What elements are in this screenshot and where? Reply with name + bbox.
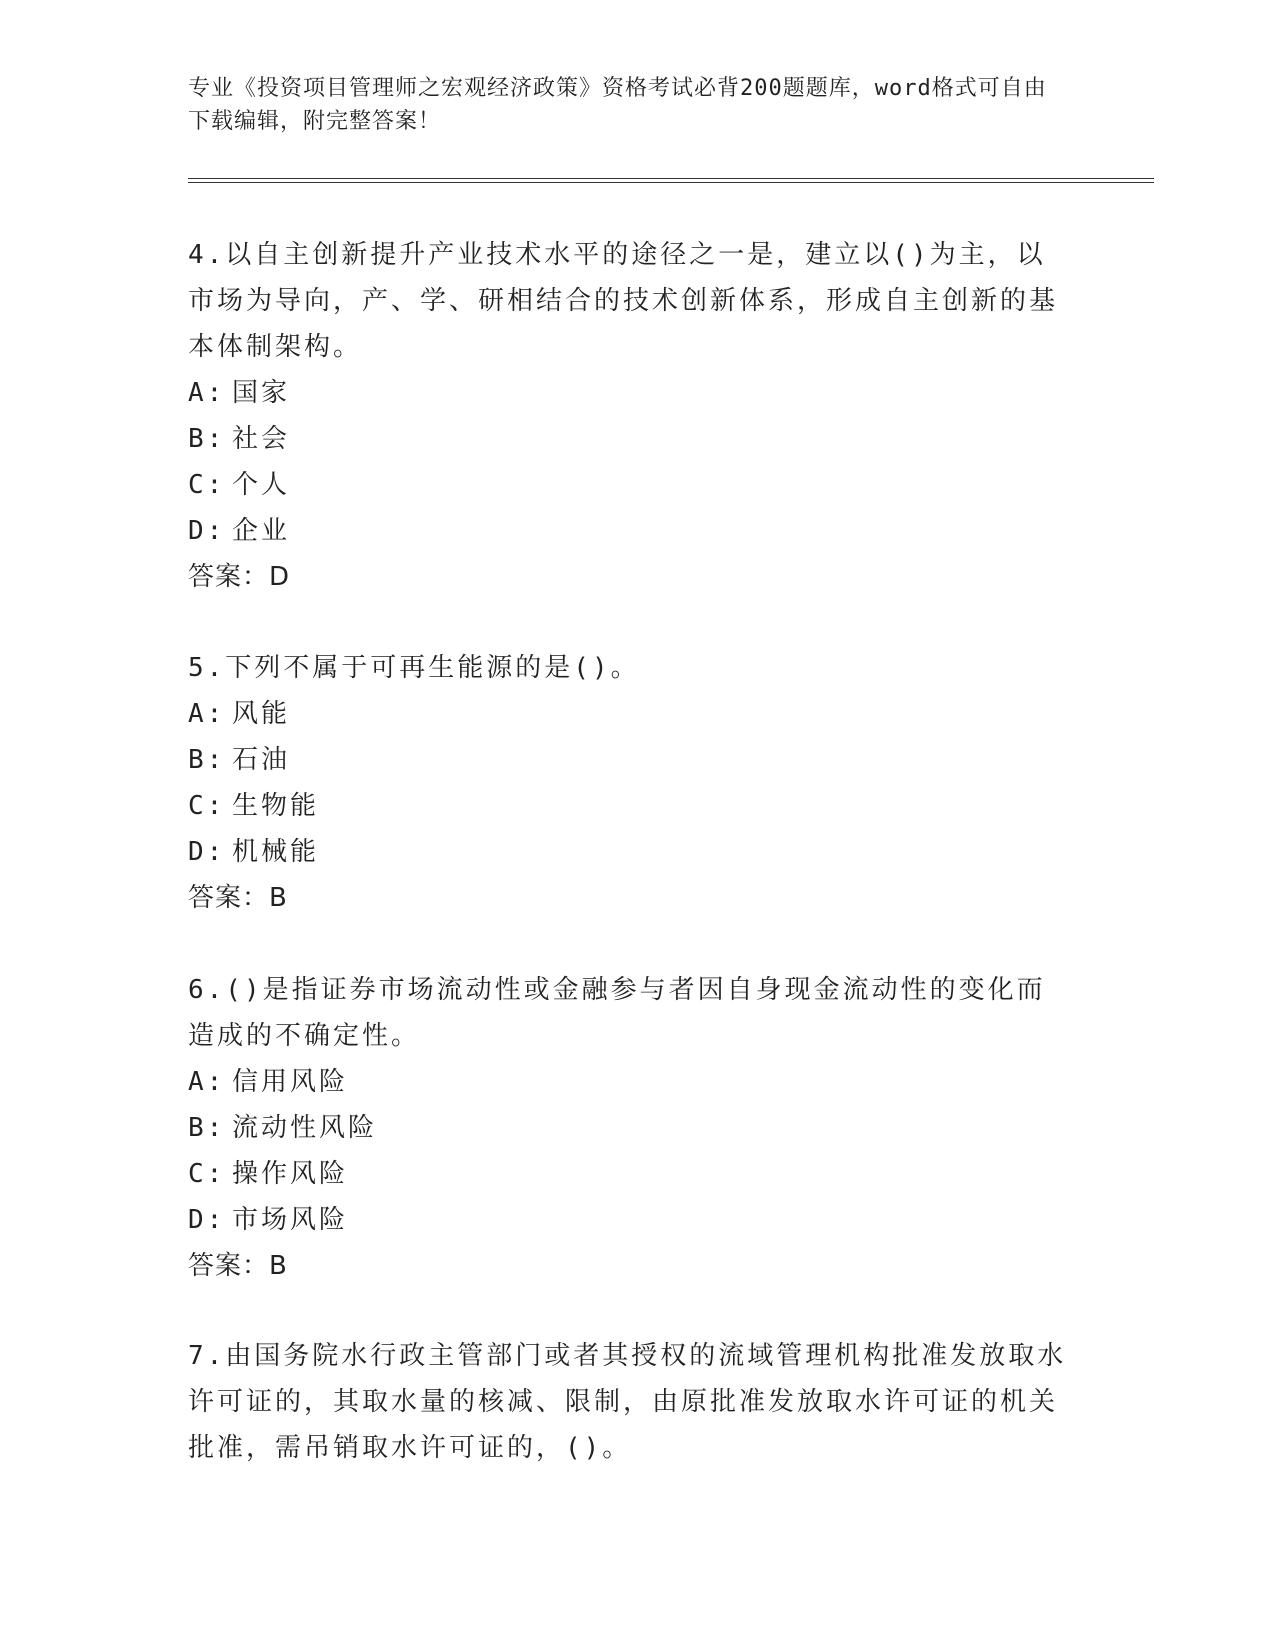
option-letter: A: bbox=[188, 1067, 226, 1097]
option-c bbox=[188, 462, 1068, 508]
header-double-rule bbox=[188, 178, 1154, 183]
option-letter: C: bbox=[188, 470, 226, 500]
option-a bbox=[188, 370, 1068, 416]
option-letter: D: bbox=[188, 1205, 226, 1235]
question-6 bbox=[188, 967, 1068, 1289]
question-stem: 6.()是指证券市场流动性或金融参与者因自身现金流动性的变化而造成的不确定性。 bbox=[188, 975, 1046, 1051]
option-text: 石油 bbox=[232, 745, 291, 775]
option-c bbox=[188, 1151, 1068, 1197]
page-header bbox=[188, 72, 1068, 138]
option-d bbox=[188, 829, 1068, 875]
question-stem: 7.由国务院水行政主管部门或者其授权的流域管理机构批准发放取水许可证的，其取水量的核减、限制，由原批准发放取水许可证的机关批准，需吊销取水许可证的，()。 bbox=[188, 1341, 1067, 1463]
option-letter: D: bbox=[188, 837, 226, 867]
option-text: 生物能 bbox=[232, 791, 320, 821]
option-letter: C: bbox=[188, 791, 226, 821]
question-stem: 4.以自主创新提升产业技术水平的途径之一是，建立以()为主，以市场为导向，产、学、研相结合的技术创新体系，形成自主创新的基本体制架构。 bbox=[188, 240, 1059, 362]
option-letter: A: bbox=[188, 378, 226, 408]
option-text: 企业 bbox=[232, 516, 291, 546]
option-b bbox=[188, 416, 1068, 462]
option-text: 市场风险 bbox=[232, 1205, 349, 1235]
option-d bbox=[188, 1197, 1068, 1243]
option-letter: B: bbox=[188, 1113, 226, 1143]
option-letter: C: bbox=[188, 1159, 226, 1189]
option-b bbox=[188, 1105, 1068, 1151]
option-d bbox=[188, 508, 1068, 554]
option-letter: B: bbox=[188, 745, 226, 775]
answer: 答案：B bbox=[188, 1251, 288, 1281]
option-text: 机械能 bbox=[232, 837, 320, 867]
option-text: 个人 bbox=[232, 470, 291, 500]
option-text: 风能 bbox=[232, 699, 291, 729]
option-c bbox=[188, 783, 1068, 829]
question-stem: 5.下列不属于可再生能源的是()。 bbox=[188, 653, 640, 683]
answer: 答案：B bbox=[188, 883, 288, 913]
option-letter: D: bbox=[188, 516, 226, 546]
header-title: 专业《投资项目管理师之宏观经济政策》资格考试必背200题题库，word格式可自由下载编辑，附完整答案！ bbox=[188, 76, 1047, 134]
question-5 bbox=[188, 645, 1068, 921]
option-text: 社会 bbox=[232, 424, 291, 454]
option-a bbox=[188, 1059, 1068, 1105]
question-7 bbox=[188, 1333, 1068, 1471]
option-text: 操作风险 bbox=[232, 1159, 349, 1189]
question-4 bbox=[188, 232, 1068, 600]
option-text: 国家 bbox=[232, 378, 291, 408]
option-letter: A: bbox=[188, 699, 226, 729]
option-b bbox=[188, 737, 1068, 783]
answer: 答案：D bbox=[188, 562, 291, 592]
option-a bbox=[188, 691, 1068, 737]
option-text: 流动性风险 bbox=[232, 1113, 378, 1143]
option-letter: B: bbox=[188, 424, 226, 454]
option-text: 信用风险 bbox=[232, 1067, 349, 1097]
